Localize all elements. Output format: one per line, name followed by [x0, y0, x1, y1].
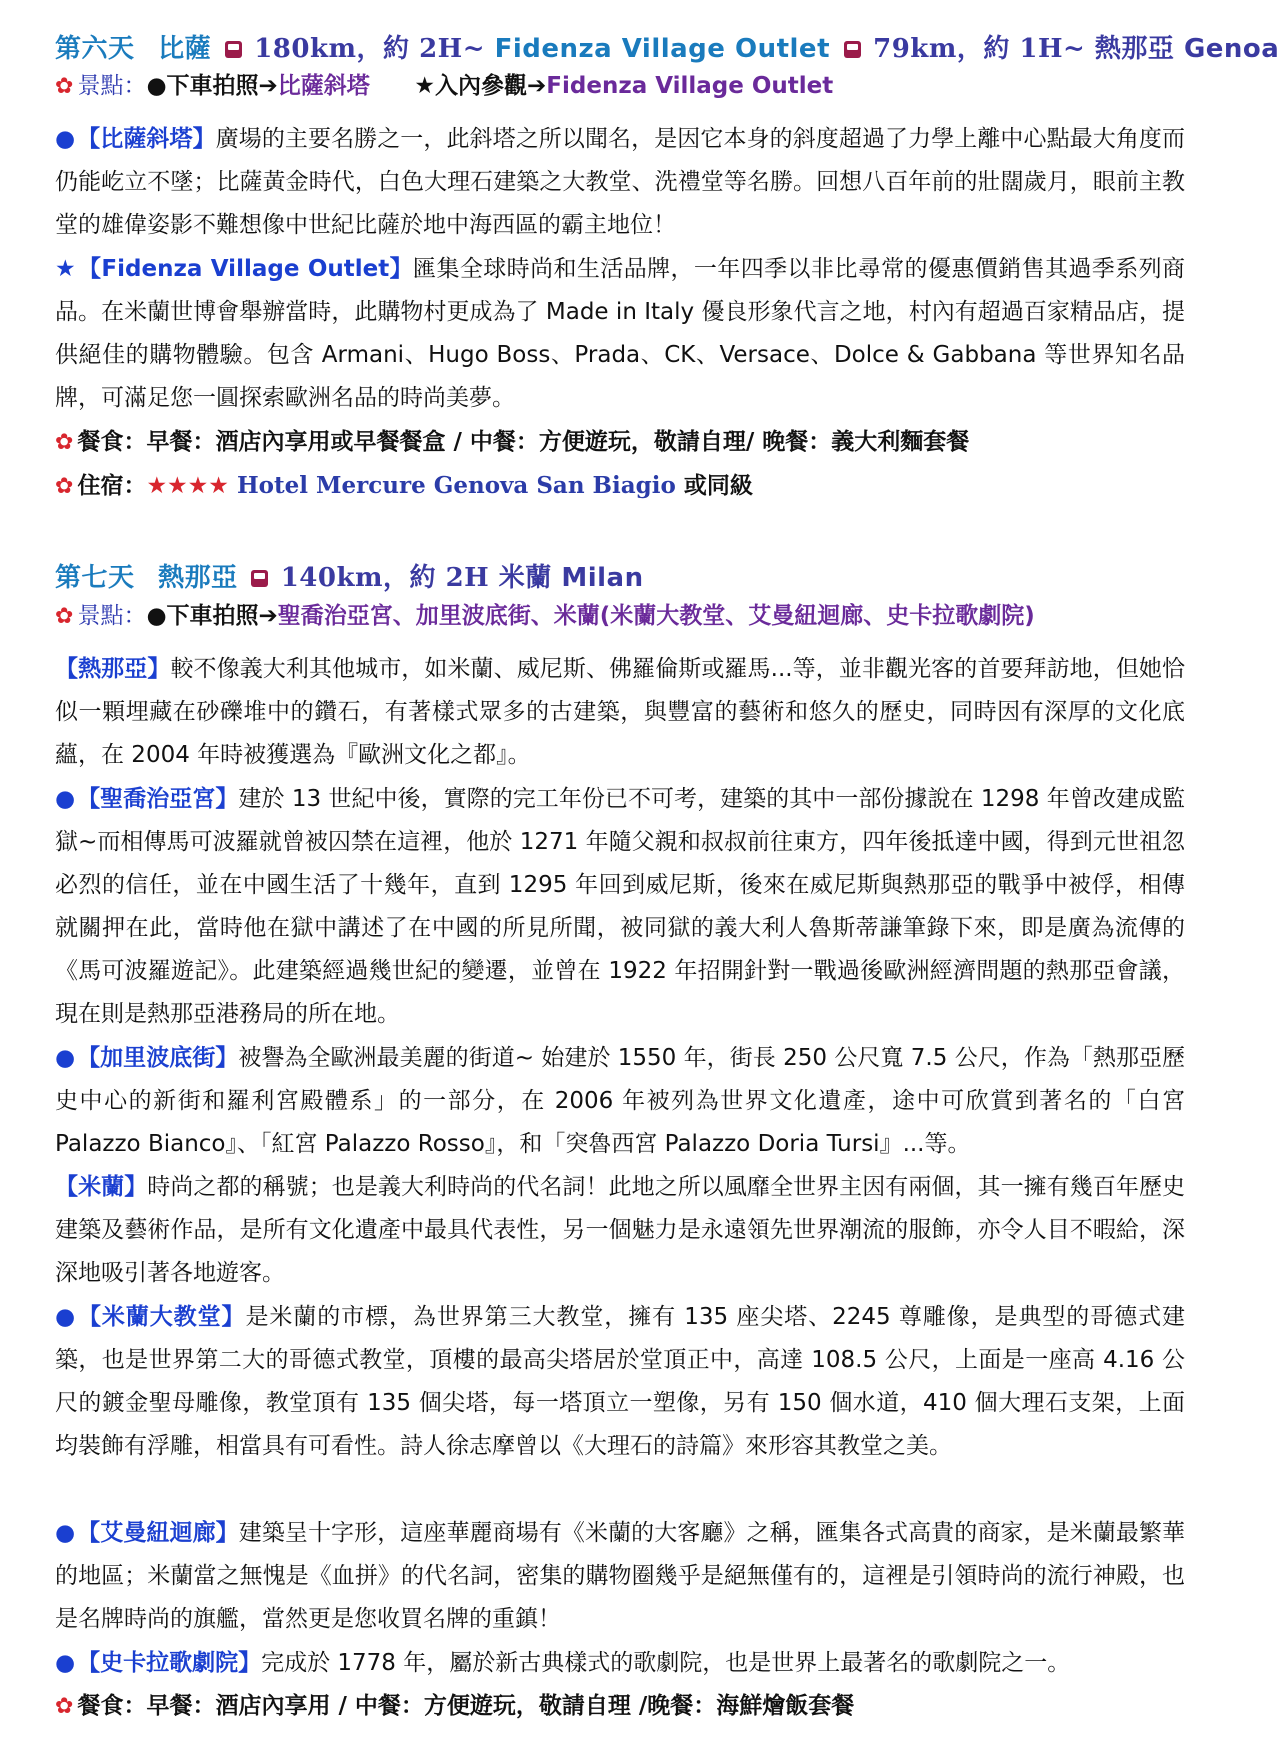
- stay-label: 住宿：: [77, 473, 147, 499]
- para-text: 完成於 1778 年，屬於新古典樣式的歌劇院，也是世界上最著名的歌劇院之一。: [261, 1650, 1071, 1676]
- bullet-icon: ●: [55, 1045, 76, 1071]
- hotel-name: Hotel Mercure Genova San Biagio: [236, 472, 676, 499]
- flower-icon: ✿: [55, 1694, 74, 1719]
- day6-to: 熱那亞 Genoa: [1094, 34, 1279, 64]
- star-icon: ★: [55, 256, 77, 282]
- bus-icon: [844, 41, 861, 58]
- para-title: 【史卡拉歌劇院】: [77, 1650, 262, 1676]
- flower-icon: ✿: [55, 474, 74, 499]
- day7-from: 熱那亞: [158, 563, 238, 593]
- day6-dist1: 180km，約 2H~: [254, 34, 486, 64]
- para-title: 【熱那亞】: [55, 656, 171, 682]
- para-text: 較不像義大利其他城市，如米蘭、威尼斯、佛羅倫斯或羅馬...等，並非觀光客的首要拜訪地，但她恰似一顆埋藏在砂礫堆中的鑽石，有著樣式眾多的古建築，與豐富的藝術和悠久的歷史，同時因有深厚的文化底蘊，在 2004 年時被獲選為『歐洲文化之都』。: [55, 656, 1186, 768]
- day6-para-outlet: [55, 248, 1185, 420]
- flower-icon: ✿: [55, 74, 74, 99]
- day7-para-garibaldi: [55, 1037, 1185, 1166]
- day7-sights: [55, 595, 1185, 638]
- day6-meal: [55, 421, 1185, 464]
- bullet-icon: ●: [55, 1520, 76, 1546]
- day7-para-san-giorgio: [55, 778, 1185, 1036]
- para-title: 【加里波底街】: [77, 1045, 239, 1071]
- sight-name: 聖喬治亞宮、加里波底街、米蘭(米蘭大教堂、艾曼紐迴廊、史卡拉歌劇院): [277, 603, 1035, 629]
- meal-text: 餐食：早餐：酒店內享用或早餐餐盒 / 中餐：方便遊玩，敬請自理/ 晚餐：義大利麵套餐: [77, 429, 970, 455]
- para-title: 【米蘭】: [55, 1174, 148, 1200]
- para-text: 被譽為全歐洲最美麗的街道~ 始建於 1550 年，街長 250 公尺寬 7.5 公尺，作為「熱那亞歷史中心的新街和羅利宮殿體系」的一部分，在 2006 年被列為世界文化遺產，途中可欣賞到著名的「白宮 Palazzo Bianco』、「紅宮 Palazzo Rosso』，和「突魯西宮 Palazzo Doria Tursi』...等。: [55, 1045, 1186, 1157]
- day6-dist2: 79km，約 1H~: [873, 34, 1086, 64]
- day7-to: 米蘭 Milan: [498, 563, 644, 593]
- day7-dist1: 140km，約 2H: [280, 563, 490, 593]
- hotel-stars: ★★★★: [146, 473, 229, 499]
- day7-para-milan: [55, 1166, 1185, 1295]
- para-text: 廣場的主要名勝之一，此斜塔之所以聞名，是因它本身的斜度超過了力學上離中心點最大角度而仍能屹立不墜；比薩黃金時代，白色大理石建築之大教堂、洗禮堂等名勝。回想八百年前的壯闊歲月，眼前主教堂的雄偉姿影不難想像中世紀比薩於地中海西區的霸主地位！: [55, 126, 1186, 238]
- day7-para-duomo: [55, 1296, 1185, 1468]
- sights-label: 景點：: [77, 73, 147, 99]
- sight-pre: ●下車拍照➔: [146, 73, 278, 99]
- para-title: 【Fidenza Village Outlet】: [78, 256, 414, 282]
- bullet-icon: ●: [55, 1304, 76, 1330]
- flower-icon: ✿: [55, 604, 74, 629]
- day6-stay: [55, 464, 1185, 508]
- meal-text: 餐食：早餐：酒店內享用 / 中餐：方便遊玩，敬請自理 /晚餐：海鮮燴飯套餐: [77, 1693, 855, 1719]
- bullet-icon: ●: [55, 126, 76, 152]
- day6-label: 第六天: [55, 34, 135, 64]
- sights-label: 景點：: [77, 603, 147, 629]
- day6-mid: Fidenza Village Outlet: [494, 34, 830, 64]
- day6-para-pisa: [55, 118, 1185, 247]
- para-title: 【聖喬治亞宮】: [77, 786, 239, 812]
- bus-icon: [225, 41, 242, 58]
- flower-icon: ✿: [55, 430, 74, 455]
- bullet-icon: ●: [55, 1650, 76, 1676]
- para-text: 建築呈十字形，這座華麗商場有《米蘭的大客廳》之稱，匯集各式高貴的商家，是米蘭最繁華的地區；米蘭當之無愧是《血拼》的代名詞，密集的購物圈幾乎是絕無僅有的，這裡是引領時尚的流行神殿，也是名牌時尚的旗艦，當然更是您收買名牌的重鎮！: [55, 1520, 1186, 1632]
- day6-sights: [55, 65, 1185, 108]
- sight-name: 比薩斜塔: [277, 73, 370, 99]
- para-text: 匯集全球時尚和生活品牌，一年四季以非比尋常的優惠價銷售其過季系列商品。在米蘭世博會舉辦當時，此購物村更成為了 Made in Italy 優良形象代言之地，村內有超過百家精品店，提供絕佳的購物體驗。包含 Armani、Hugo Boss、Prada、CK、Versace、Dolce & Gabbana 等世界知名品牌，可滿足您一圓探索歐洲名品的時尚美夢。: [55, 256, 1186, 411]
- para-text: 建於 13 世紀中後，實際的完工年份已不可考，建築的其中一部份據說在 1298 年曾改建成監獄~而相傳馬可波羅就曾被囚禁在這裡，他於 1271 年隨父親和叔叔前往東方，四年後抵達中國，得到元世祖忽必烈的信任，並在中國生活了十幾年，直到 1295 年回到威尼斯，後來在威尼斯與熱那亞的戰爭中被俘，相傳就關押在此，當時他在獄中講述了在中國的所見所聞，被同獄的義大利人魯斯蒂謙筆錄下來，即是廣為流傳的《馬可波羅遊記》。此建築經過幾世紀的變遷，並曾在 1922 年招開針對一戰過後歐洲經濟問題的熱那亞會議，現在則是熱那亞港務局的所在地。: [55, 786, 1185, 1027]
- day7-para-galleria: [55, 1512, 1185, 1641]
- day7-para-scala: [55, 1642, 1185, 1685]
- sight-pre: ★入內參觀➔: [414, 73, 547, 99]
- para-title: 【比薩斜塔】: [77, 126, 216, 152]
- para-text: 時尚之都的稱號；也是義大利時尚的代名詞！此地之所以風靡全世界主因有兩個，其一擁有幾百年歷史建築及藝術作品，是所有文化遺產中最具代表性，另一個魅力是永遠領先世界潮流的服飾，亦令人目不暇給，深深地吸引著各地遊客。: [55, 1174, 1185, 1286]
- para-text: 是米蘭的市標，為世界第三大教堂，擁有 135 座尖塔、2245 尊雕像，是典型的哥德式建築，也是世界第二大的哥德式教堂，頂樓的最高尖塔居於堂頂正中，高達 108.5 公尺，上面是一座高 4.16 公尺的鍍金聖母雕像，教堂頂有 135 個尖塔，每一塔頂立一塑像，另有 150 個水道，410 個大理石支架，上面均裝飾有浮雕，相當具有可看性。詩人徐志摩曾以《大理石的詩篇》來形容其教堂之美。: [55, 1304, 1185, 1459]
- day7-header: [55, 557, 644, 594]
- bullet-icon: ●: [55, 786, 76, 812]
- day7-para-genoa: [55, 648, 1185, 777]
- day6-from: 比薩: [158, 34, 212, 64]
- day7-label: 第七天: [55, 563, 135, 593]
- para-title: 【米蘭大教堂】: [78, 1304, 246, 1330]
- day7-meal: [55, 1685, 1185, 1728]
- para-title: 【艾曼紐迴廊】: [77, 1520, 239, 1546]
- stay-suffix: 或同級: [683, 473, 753, 499]
- sight-name: Fidenza Village Outlet: [546, 73, 834, 99]
- day6-header: [55, 28, 1279, 65]
- bus-icon: [251, 570, 268, 587]
- sight-pre: ●下車拍照➔: [146, 603, 278, 629]
